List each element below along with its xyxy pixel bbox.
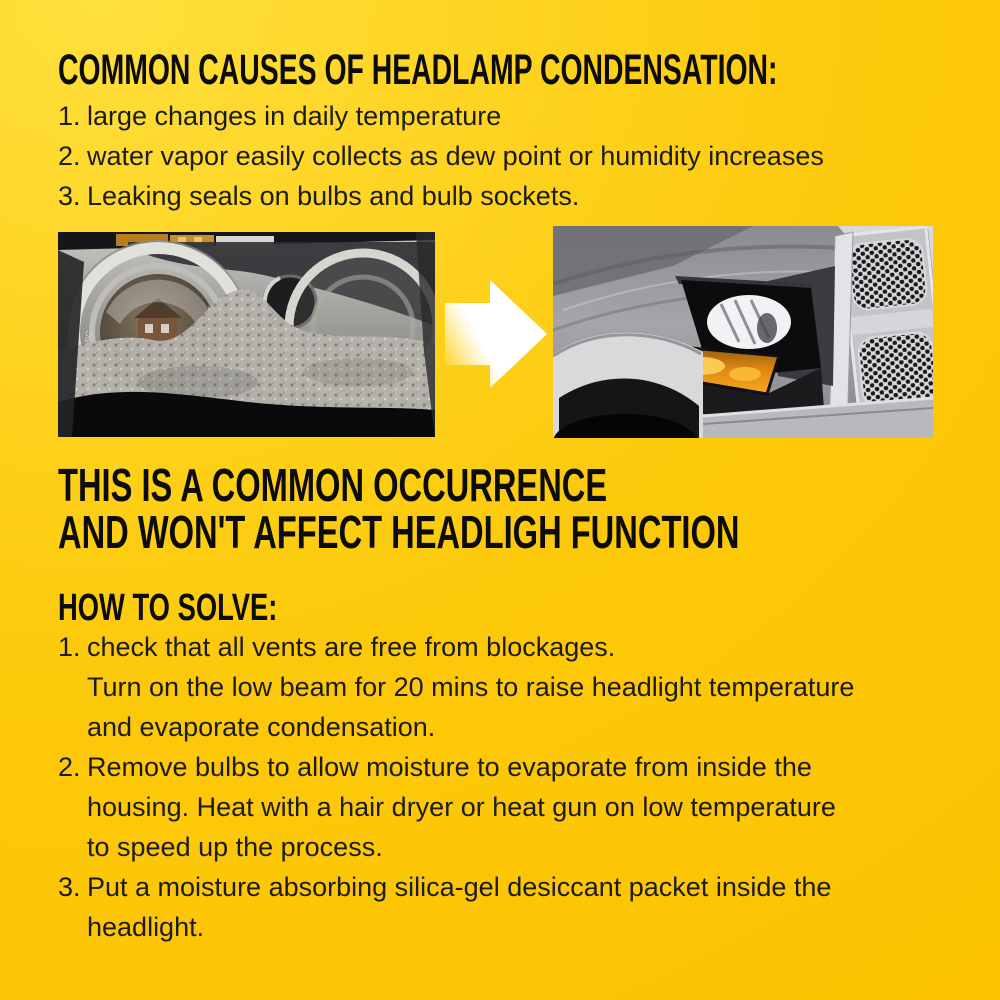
cause-number: 1. <box>58 101 81 131</box>
notice-line-1: THIS IS A COMMON OCCURRENCE <box>58 459 608 511</box>
clear-headlight-image <box>553 226 933 438</box>
solve-item-lines <box>87 747 854 867</box>
solve-number: 3. <box>58 872 81 902</box>
solve-line: Remove bulbs to allow moisture to evaporate from inside the <box>87 752 812 782</box>
before-after-figure-row <box>0 226 1000 442</box>
causes-heading-text: COMMON CAUSES OF HEADLAMP CONDENSATION: <box>58 46 778 94</box>
foggy-headlight-image <box>58 232 435 437</box>
arrow-right-icon <box>445 278 549 390</box>
solve-number: 2. <box>58 752 81 782</box>
notice-heading <box>58 459 1000 558</box>
solve-item <box>58 627 854 747</box>
solve-heading <box>58 589 363 629</box>
cause-item <box>58 136 824 176</box>
causes-list <box>58 96 824 216</box>
causes-heading <box>58 48 1000 93</box>
cause-number: 2. <box>58 141 81 171</box>
solve-line: to speed up the process. <box>87 832 383 862</box>
solve-item-lines <box>87 867 854 947</box>
solve-item <box>58 747 854 867</box>
cause-text: large changes in daily temperature <box>87 101 502 131</box>
solve-item <box>58 867 854 947</box>
solve-line: check that all vents are free from blockages. <box>87 632 616 662</box>
solve-heading-text: HOW TO SOLVE: <box>58 587 278 629</box>
solve-number: 1. <box>58 632 81 662</box>
cause-text: Leaking seals on bulbs and bulb sockets. <box>87 181 580 211</box>
cause-number: 3. <box>58 181 81 211</box>
cause-item <box>58 96 824 136</box>
solve-line: and evaporate condensation. <box>87 712 436 742</box>
solve-list <box>58 627 854 947</box>
solve-item-lines <box>87 627 854 747</box>
solve-line: headlight. <box>87 912 205 942</box>
solve-line: housing. Heat with a hair dryer or heat gun on low temperature <box>87 792 836 822</box>
cause-text: water vapor easily collects as dew point or humidity increases <box>87 141 824 171</box>
notice-line-2: AND WON'T AFFECT HEADLIGH FUNCTION <box>58 506 740 558</box>
cause-item <box>58 176 824 216</box>
solve-line: Put a moisture absorbing silica-gel desiccant packet inside the <box>87 872 832 902</box>
solve-line: Turn on the low beam for 20 mins to raise headlight temperature <box>87 672 855 702</box>
